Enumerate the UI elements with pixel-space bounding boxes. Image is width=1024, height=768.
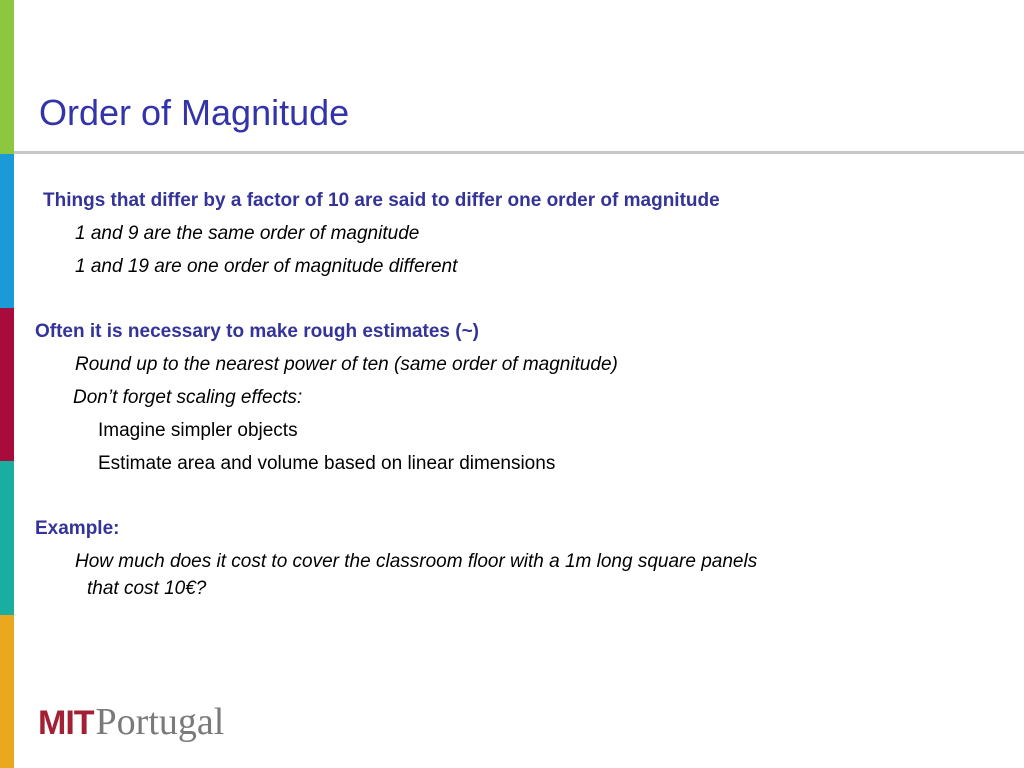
accent-stripe-teal <box>0 461 14 615</box>
accent-stripe-blue <box>0 154 14 308</box>
logo-portugal-text: Portugal <box>95 701 225 743</box>
mit-portugal-logo <box>38 700 224 752</box>
block3-heading: Example: <box>35 518 120 539</box>
block2-item-1: Round up to the nearest power of ten (same order of magnitude) <box>75 354 618 375</box>
example-question-line-1: How much does it cost to cover the classroom floor with a 1m long square panels <box>75 551 758 572</box>
block2-item-2: Don’t forget scaling effects: <box>73 387 303 408</box>
example-question-line-2: that cost 10€? <box>87 578 207 599</box>
block2-subitem-2: Estimate area and volume based on linear dimensions <box>98 453 556 474</box>
slide-title: Order of Magnitude <box>39 92 350 133</box>
block1-item-1: 1 and 9 are the same order of magnitude <box>75 223 420 244</box>
block2-subitem-1: Imagine simpler objects <box>98 420 298 441</box>
block1-heading: Things that differ by a factor of 10 are said to differ one order of magnitude <box>43 190 720 211</box>
accent-stripe-crimson <box>0 308 14 461</box>
block1-item-2: 1 and 19 are one order of magnitude different <box>75 256 458 277</box>
accent-stripe-green <box>0 0 14 154</box>
title-divider <box>14 151 1024 154</box>
block2-heading: Often it is necessary to make rough estimates (~) <box>35 321 480 342</box>
accent-stripe-gold <box>0 615 14 768</box>
logo-mit-text: MIT <box>38 704 94 742</box>
